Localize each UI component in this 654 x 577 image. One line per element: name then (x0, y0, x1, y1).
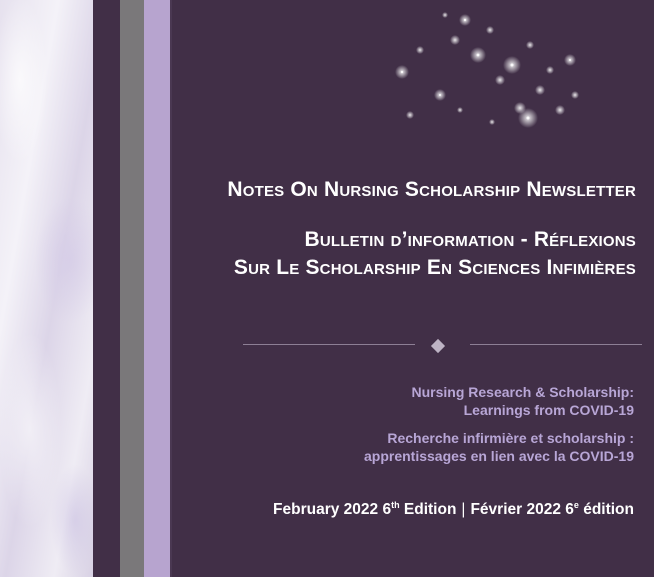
newsletter-title-fr (234, 226, 636, 282)
subtitle-fr-line-1: Recherche infirmière et scholarship : (387, 430, 634, 446)
thin-stripe (170, 0, 172, 577)
divider-right (470, 344, 642, 345)
divider-left (243, 344, 415, 345)
edition-separator: | (461, 501, 466, 518)
newsletter-title-en: Notes On Nursing Scholarship Newsletter (227, 178, 636, 201)
subtitle-en (411, 383, 634, 419)
title-fr-line-1: Bulletin d’information - Réflexions (304, 228, 636, 251)
edition-line (273, 500, 634, 519)
sparkle-decoration (380, 0, 654, 150)
gray-stripe (120, 0, 144, 577)
title-fr-line-2: Sur Le Scholarship En Sciences Infimières (233, 256, 636, 279)
diamond-icon (431, 339, 445, 353)
edition-fr: Février 2022 6e édition (470, 500, 634, 518)
marble-texture-panel (0, 0, 93, 577)
subtitle-en-line-2: Learnings from COVID-19 (463, 402, 634, 418)
edition-en: February 2022 6th Edition (273, 500, 457, 518)
dark-stripe (93, 0, 120, 577)
subtitle-fr (364, 429, 634, 465)
lilac-stripe (144, 0, 170, 577)
subtitle-en-line-1: Nursing Research & Scholarship: (411, 384, 634, 400)
subtitle-fr-line-2: apprentissages en lien avec la COVID-19 (363, 448, 634, 464)
